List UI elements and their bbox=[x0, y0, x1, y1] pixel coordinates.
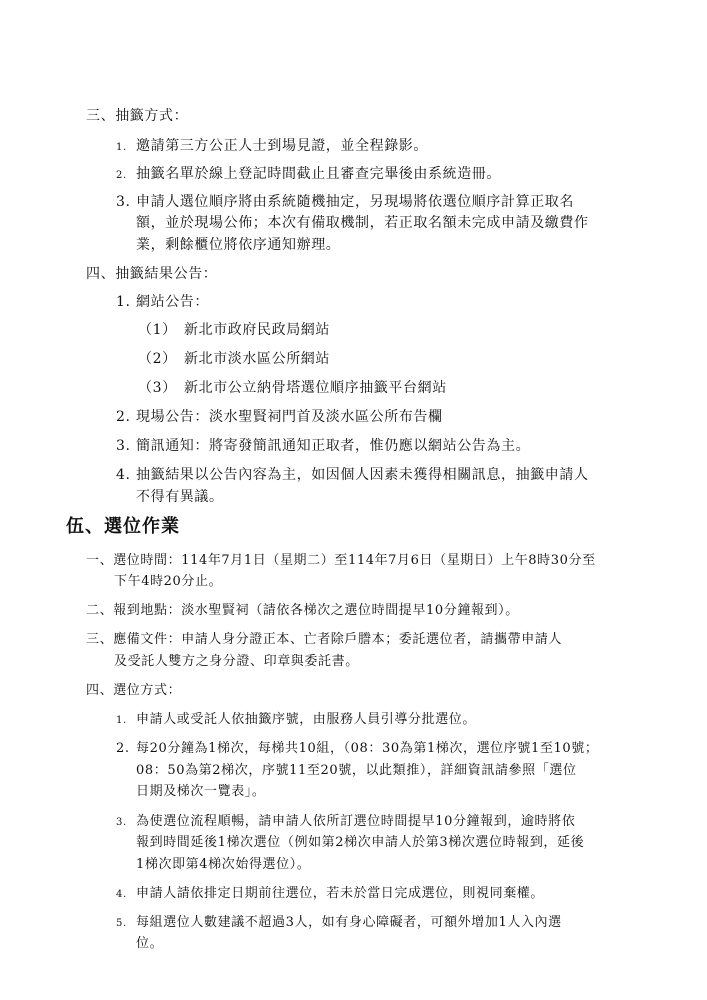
draw-method-item-2 bbox=[116, 164, 501, 186]
item-number: 4. bbox=[116, 467, 131, 483]
item-text: 網站公告： bbox=[136, 294, 209, 310]
item-number: 1. bbox=[116, 142, 127, 153]
selection-time: 一、選位時間：114年7月1日（星期二）至114年7月6日（星期日）上午8時30分至 bbox=[86, 553, 596, 568]
item-number: 5. bbox=[116, 918, 127, 929]
item-text-continued: 報到時間延後1梯次選位（例如第2梯次申請人於第3梯次選位時報到，延後 bbox=[136, 835, 585, 850]
item-text: 申請人請依排定日期前往選位，若未於當日完成選位，則視同棄權。 bbox=[136, 886, 545, 901]
website-site-1 bbox=[138, 320, 330, 340]
item-text-continued: 不得有異議。 bbox=[136, 489, 224, 505]
item-text: 抽籤結果以公告內容為主，如因個人因素未獲得相關訊息，抽籤申請人 bbox=[136, 467, 589, 483]
site-number: （1） bbox=[138, 322, 177, 338]
item-text-continued: 業，剩餘櫃位將依序通知辦理。 bbox=[136, 237, 341, 253]
site-text: 新北市政府民政局網站 bbox=[184, 322, 330, 338]
draw-method-heading: 三、抽籤方式： bbox=[86, 108, 189, 124]
selection-method-item-4 bbox=[116, 884, 544, 905]
selection-method-item-1 bbox=[116, 710, 476, 731]
item-number: 2. bbox=[116, 409, 131, 425]
item-text: 簡訊通知：將寄發簡訊通知正取者，惟仍應以網站公告為主。 bbox=[136, 438, 531, 454]
draw-result-item-3 bbox=[116, 436, 530, 456]
website-site-2 bbox=[138, 349, 330, 369]
draw-result-item-2 bbox=[116, 407, 443, 427]
website-site-3 bbox=[138, 378, 447, 398]
site-number: （3） bbox=[138, 380, 177, 396]
site-text: 新北市淡水區公所網站 bbox=[184, 351, 330, 367]
draw-result-item-1 bbox=[116, 292, 209, 312]
item-number: 4. bbox=[116, 889, 127, 900]
item-text-continued: 日期及梯次一覽表」。 bbox=[136, 784, 266, 799]
site-text: 新北市公立納骨塔選位順序抽籤平台網站 bbox=[184, 380, 447, 396]
selection-method-item-3 bbox=[116, 812, 575, 833]
draw-result-heading: 四、抽籤結果公告： bbox=[86, 266, 218, 282]
item-number: 3. bbox=[116, 438, 131, 454]
item-text-continued: 1梯次即第4梯次始得選位）。 bbox=[136, 857, 311, 872]
item-number: 3. bbox=[116, 194, 131, 210]
required-documents-continued: 及受託人雙方之身分證、印章與委託書。 bbox=[114, 654, 359, 669]
site-number: （2） bbox=[138, 351, 177, 367]
required-documents: 三、應備文件：申請人身分證正本、亡者除戶謄本；委託選位者，請攜帶申請人 bbox=[86, 632, 563, 647]
item-text: 為使選位流程順暢，請申請人依所訂選位時間提早10分鐘報到，逾時將依 bbox=[136, 814, 576, 829]
selection-method-heading: 四、選位方式： bbox=[86, 683, 182, 698]
draw-method-item-3 bbox=[116, 192, 574, 212]
item-text: 每20分鐘為1梯次，每梯共10組，（08：30為第1梯次，選位序號1至10號； bbox=[136, 741, 599, 756]
section-title: 伍、選位作業 bbox=[66, 516, 180, 537]
item-text: 抽籤名單於線上登記時間截止且審查完畢後由系統造冊。 bbox=[136, 166, 501, 182]
item-number: 1. bbox=[116, 294, 131, 310]
draw-result-item-4 bbox=[116, 465, 589, 485]
selection-method-item-5 bbox=[116, 913, 562, 934]
draw-method-item-1 bbox=[116, 136, 428, 158]
item-text-continued: 08：50為第2梯次，序號11至20號，以此類推），詳細資訊請參照「選位 bbox=[136, 763, 577, 778]
item-text: 申請人選位順序將由系統隨機抽定，另現場將依選位順序計算正取名 bbox=[136, 194, 574, 210]
item-text: 現場公告：淡水聖賢祠門首及淡水區公所布告欄 bbox=[136, 409, 443, 425]
selection-method-item-2 bbox=[116, 739, 598, 759]
item-text: 申請人或受託人依抽籤序號，由服務人員引導分批選位。 bbox=[136, 712, 477, 727]
item-number: 1. bbox=[116, 715, 127, 726]
item-number: 3. bbox=[116, 817, 127, 828]
item-number: 2. bbox=[116, 170, 127, 181]
item-text-continued: 額，並於現場公佈；本次有備取機制，若正取名額未完成申請及繳費作 bbox=[136, 215, 589, 231]
check-in-location: 二、報到地點：淡水聖賢祠（請依各梯次之選位時間提早10分鐘報到）。 bbox=[86, 603, 519, 618]
item-text-continued: 位。 bbox=[136, 936, 164, 951]
item-text: 邀請第三方公正人士到場見證，並全程錄影。 bbox=[136, 138, 428, 154]
selection-time-continued: 下午4時20分止。 bbox=[114, 574, 223, 589]
item-number: 2. bbox=[116, 741, 130, 756]
item-text: 每組選位人數建議不超過3人，如有身心障礙者，可額外增加1人入內選 bbox=[136, 915, 562, 930]
